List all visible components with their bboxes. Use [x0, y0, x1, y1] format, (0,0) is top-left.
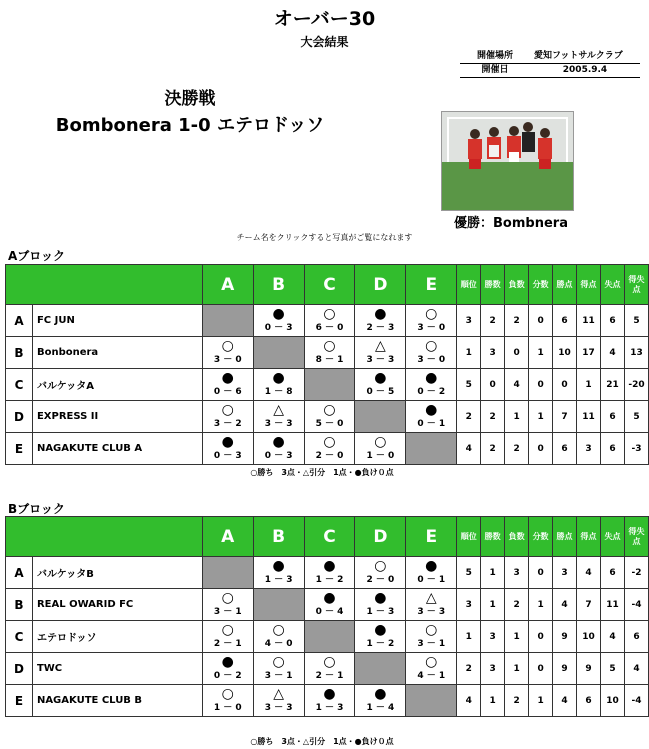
self-match-cell	[355, 653, 406, 685]
result-symbol: ●	[221, 370, 234, 386]
stat-cell: 0	[529, 305, 553, 337]
stat-cell: 4	[553, 685, 577, 717]
match-result-cell	[304, 305, 355, 337]
stat-cell: 11	[577, 401, 601, 433]
table-row	[6, 557, 649, 589]
date-value: 2005.9.4	[562, 65, 608, 75]
stat-cell: 6	[600, 433, 624, 465]
self-match-cell	[304, 621, 355, 653]
stat-cell: -3	[624, 433, 648, 465]
stat-cell: 1	[457, 337, 481, 369]
result-symbol: ●	[374, 590, 387, 606]
match-score: 2 － 3	[366, 323, 395, 333]
table-row	[6, 369, 649, 401]
stat-cell: 1	[505, 401, 529, 433]
stat-cell: 1	[529, 589, 553, 621]
match-result-cell	[355, 589, 406, 621]
col-header-points: 勝点	[553, 517, 577, 557]
stat-cell: 2	[457, 653, 481, 685]
team-name-link[interactable]: REAL OWARID FC	[32, 589, 202, 621]
match-score: 2 － 1	[315, 671, 344, 681]
self-match-cell	[253, 337, 304, 369]
venue-label: 開催場所	[476, 51, 513, 61]
col-header-a: A	[202, 517, 253, 557]
col-header-c: C	[304, 517, 355, 557]
result-symbol: ○	[374, 434, 387, 450]
result-symbol: ●	[374, 686, 387, 702]
table-row	[6, 305, 649, 337]
row-letter: E	[6, 433, 33, 465]
match-score: 3 － 3	[264, 703, 293, 713]
row-letter: D	[6, 653, 33, 685]
match-result-cell	[304, 589, 355, 621]
self-match-cell	[406, 433, 457, 465]
result-symbol: ●	[323, 686, 336, 702]
stat-cell: 1	[577, 369, 601, 401]
match-result-cell	[406, 589, 457, 621]
match-score: 1 － 0	[366, 451, 395, 461]
col-header-goal-diff: 得失点	[624, 265, 648, 305]
match-result-cell	[202, 653, 253, 685]
self-match-cell	[253, 589, 304, 621]
team-name-link[interactable]: TWC	[32, 653, 202, 685]
block-b-label: Bブロック	[8, 502, 65, 516]
match-score: 2 － 0	[366, 575, 395, 585]
row-letter: C	[6, 621, 33, 653]
match-result-cell	[406, 621, 457, 653]
date-row	[460, 64, 640, 78]
stat-cell: 0	[529, 557, 553, 589]
col-header-points: 勝点	[553, 265, 577, 305]
stat-cell: 2	[481, 433, 505, 465]
result-symbol: △	[273, 686, 284, 702]
team-name-link[interactable]: EXPRESS II	[32, 401, 202, 433]
team-name-link[interactable]: FC JUN	[32, 305, 202, 337]
match-score: 0 － 3	[213, 451, 242, 461]
self-match-cell	[355, 401, 406, 433]
result-symbol: ○	[374, 558, 387, 574]
page-subtitle: 大会結果	[300, 35, 349, 49]
final-score: Bombonera 1-0 エテロドッソ	[55, 115, 325, 136]
team-name-link[interactable]: NAGAKUTE CLUB A	[32, 433, 202, 465]
result-symbol: ●	[272, 434, 285, 450]
stat-cell: 5	[457, 369, 481, 401]
stat-cell: 2	[505, 433, 529, 465]
stat-cell: 3	[457, 305, 481, 337]
stat-cell: 2	[505, 305, 529, 337]
match-result-cell	[202, 369, 253, 401]
stat-cell: 1	[529, 401, 553, 433]
match-result-cell	[406, 369, 457, 401]
stat-cell: 2	[505, 685, 529, 717]
result-symbol: △	[425, 590, 437, 606]
match-result-cell	[304, 337, 355, 369]
stat-cell: 1	[529, 685, 553, 717]
stat-cell: 4	[457, 685, 481, 717]
date-label: 開催日	[481, 65, 509, 75]
col-header-c: C	[304, 265, 355, 305]
table-row	[6, 685, 649, 717]
col-header-draws: 分数	[529, 265, 553, 305]
stat-cell: 0	[529, 433, 553, 465]
result-symbol: ●	[272, 558, 285, 574]
match-result-cell	[406, 653, 457, 685]
stat-cell: 3	[577, 433, 601, 465]
stat-cell: 7	[553, 401, 577, 433]
stat-cell: 5	[624, 401, 648, 433]
venue-value: 愛知フットサルクラブ	[534, 51, 623, 61]
match-score: 1 － 2	[315, 575, 344, 585]
col-header-goal-diff: 得失点	[624, 517, 648, 557]
result-symbol: ●	[272, 370, 285, 386]
col-header-losses: 負数	[505, 517, 529, 557]
match-score: 5 － 0	[315, 419, 344, 429]
final-heading: 決勝戦	[164, 89, 216, 109]
match-score: 1 － 4	[366, 703, 395, 713]
match-result-cell	[253, 305, 304, 337]
result-symbol: ○	[323, 306, 336, 322]
stat-cell: 10	[577, 621, 601, 653]
stat-cell: 0	[505, 337, 529, 369]
stat-cell: -4	[624, 589, 648, 621]
stat-cell: 2	[457, 401, 481, 433]
match-score: 3 － 3	[417, 607, 446, 617]
result-symbol: ●	[425, 558, 438, 574]
block-b-legend: ○勝ち 3点・△引分 1点・●負け０点	[250, 737, 394, 746]
match-result-cell	[355, 685, 406, 717]
event-info	[460, 50, 640, 78]
match-score: 4 － 1	[417, 671, 446, 681]
stat-cell: 21	[600, 369, 624, 401]
stat-cell: 9	[553, 621, 577, 653]
stat-cell: 6	[553, 433, 577, 465]
match-score: 0 － 1	[417, 419, 446, 429]
match-result-cell	[355, 433, 406, 465]
stat-cell: 4	[457, 433, 481, 465]
stat-cell: 0	[529, 621, 553, 653]
col-header-draws: 分数	[529, 517, 553, 557]
result-symbol: ○	[425, 622, 438, 638]
stat-cell: 1	[481, 685, 505, 717]
stat-cell: 10	[600, 685, 624, 717]
self-match-cell	[202, 557, 253, 589]
block-a-table	[5, 264, 649, 465]
stat-cell: 2	[481, 401, 505, 433]
col-header-goals-for: 得点	[577, 265, 601, 305]
stat-cell: -20	[624, 369, 648, 401]
match-result-cell	[304, 685, 355, 717]
col-header-b: B	[253, 517, 304, 557]
stat-cell: 11	[600, 589, 624, 621]
stat-cell: 3	[505, 557, 529, 589]
row-letter: B	[6, 589, 33, 621]
col-header-goals-for: 得点	[577, 517, 601, 557]
stat-cell: 6	[600, 305, 624, 337]
stat-cell: 6	[577, 685, 601, 717]
table-row	[6, 621, 649, 653]
match-score: 0 － 5	[366, 387, 395, 397]
team-photo-illustration	[442, 112, 573, 210]
result-symbol: △	[273, 402, 284, 418]
table-row	[6, 653, 649, 685]
self-match-cell	[406, 685, 457, 717]
match-score: 0 － 2	[213, 671, 242, 681]
team-name-link[interactable]: エテロドッソ	[32, 621, 202, 653]
stat-cell: 6	[600, 401, 624, 433]
match-score: 0 － 4	[315, 607, 344, 617]
match-result-cell	[202, 337, 253, 369]
stat-cell: -4	[624, 685, 648, 717]
team-name-link[interactable]: NAGAKUTE CLUB B	[32, 685, 202, 717]
result-symbol: ●	[221, 654, 234, 670]
match-score: 2 － 1	[213, 639, 242, 649]
col-header-e: E	[406, 265, 457, 305]
match-score: 1 － 0	[213, 703, 242, 713]
match-result-cell	[406, 401, 457, 433]
match-result-cell	[355, 557, 406, 589]
col-header-wins: 勝数	[481, 265, 505, 305]
result-symbol: ○	[272, 622, 285, 638]
result-symbol: ●	[323, 558, 336, 574]
row-letter: D	[6, 401, 33, 433]
match-score: 3 － 1	[213, 607, 242, 617]
stat-cell: 4	[505, 369, 529, 401]
match-result-cell	[406, 337, 457, 369]
result-symbol: ○	[221, 402, 234, 418]
header-corner	[6, 265, 203, 305]
result-symbol: ○	[221, 686, 234, 702]
match-score: 0 － 3	[264, 451, 293, 461]
match-score: 0 － 3	[264, 323, 293, 333]
match-score: 3 － 0	[417, 355, 446, 365]
stat-cell: 6	[553, 305, 577, 337]
stat-cell: 10	[553, 337, 577, 369]
team-name-link[interactable]: Bonbonera	[32, 337, 202, 369]
stat-cell: 9	[553, 653, 577, 685]
match-score: 3 － 0	[417, 323, 446, 333]
stat-cell: 1	[481, 589, 505, 621]
stat-cell: 1	[481, 557, 505, 589]
result-symbol: ●	[221, 434, 234, 450]
match-score: 4 － 0	[264, 639, 293, 649]
col-header-goals-against: 失点	[600, 265, 624, 305]
table-row	[6, 337, 649, 369]
row-letter: C	[6, 369, 33, 401]
winner-team-photo[interactable]	[441, 111, 574, 211]
stat-cell: 0	[529, 653, 553, 685]
result-symbol: ●	[323, 590, 336, 606]
result-symbol: ○	[272, 654, 285, 670]
result-symbol: ●	[272, 306, 285, 322]
match-result-cell	[304, 433, 355, 465]
match-score: 3 － 1	[264, 671, 293, 681]
match-result-cell	[202, 401, 253, 433]
match-score: 2 － 0	[315, 451, 344, 461]
block-b-table	[5, 516, 649, 717]
match-result-cell	[253, 621, 304, 653]
match-result-cell	[253, 401, 304, 433]
stat-cell: 1	[529, 337, 553, 369]
match-score: 6 － 0	[315, 323, 344, 333]
row-letter: B	[6, 337, 33, 369]
result-symbol: ○	[425, 306, 438, 322]
match-score: 3 － 1	[417, 639, 446, 649]
team-name-link[interactable]: バルケッタA	[32, 369, 202, 401]
result-symbol: ○	[323, 402, 336, 418]
venue-row	[460, 50, 640, 64]
match-score: 1 － 3	[315, 703, 344, 713]
result-symbol: ○	[221, 590, 234, 606]
result-symbol: △	[375, 338, 386, 354]
stat-cell: 0	[529, 369, 553, 401]
result-symbol: ○	[425, 654, 438, 670]
col-header-goals-against: 失点	[600, 517, 624, 557]
table-row	[6, 433, 649, 465]
stat-cell: 2	[505, 589, 529, 621]
match-result-cell	[406, 557, 457, 589]
col-header-rank: 順位	[457, 265, 481, 305]
stat-cell: 0	[553, 369, 577, 401]
stat-cell: 1	[505, 653, 529, 685]
match-score: 3 － 3	[366, 355, 395, 365]
table-row	[6, 401, 649, 433]
page-title: オーバー30	[273, 8, 376, 30]
match-result-cell	[355, 621, 406, 653]
match-result-cell	[202, 433, 253, 465]
header-row	[6, 517, 649, 557]
row-letter: A	[6, 557, 33, 589]
stat-cell: 6	[624, 621, 648, 653]
match-result-cell	[253, 557, 304, 589]
match-result-cell	[406, 305, 457, 337]
match-result-cell	[253, 685, 304, 717]
col-header-e: E	[406, 517, 457, 557]
result-symbol: ●	[425, 370, 438, 386]
stat-cell: 1	[457, 621, 481, 653]
stat-cell: 7	[577, 589, 601, 621]
self-match-cell	[304, 369, 355, 401]
result-symbol: ●	[374, 306, 387, 322]
match-result-cell	[355, 369, 406, 401]
match-result-cell	[202, 621, 253, 653]
stat-cell: 1	[505, 621, 529, 653]
match-result-cell	[202, 685, 253, 717]
result-symbol: ○	[221, 338, 234, 354]
stat-cell: 3	[457, 589, 481, 621]
match-score: 3 － 3	[264, 419, 293, 429]
stat-cell: 4	[600, 621, 624, 653]
block-a-legend: ○勝ち 3点・△引分 1点・●負け０点	[250, 468, 394, 477]
stat-cell: 3	[553, 557, 577, 589]
match-result-cell	[304, 401, 355, 433]
stat-cell: -2	[624, 557, 648, 589]
stat-cell: 4	[624, 653, 648, 685]
stat-cell: 5	[624, 305, 648, 337]
header-row	[6, 265, 649, 305]
stat-cell: 9	[577, 653, 601, 685]
self-match-cell	[202, 305, 253, 337]
match-result-cell	[253, 369, 304, 401]
result-symbol: ○	[323, 434, 336, 450]
table-row	[6, 589, 649, 621]
click-instruction: チーム名をクリックすると写真がご覧になれます	[236, 233, 413, 242]
match-result-cell	[355, 337, 406, 369]
match-score: 3 － 0	[213, 355, 242, 365]
stat-cell: 4	[577, 557, 601, 589]
col-header-d: D	[355, 517, 406, 557]
stat-cell: 6	[600, 557, 624, 589]
col-header-losses: 負数	[505, 265, 529, 305]
col-header-rank: 順位	[457, 517, 481, 557]
match-score: 0 － 6	[213, 387, 242, 397]
header-corner	[6, 517, 203, 557]
match-score: 0 － 1	[417, 575, 446, 585]
match-result-cell	[304, 557, 355, 589]
match-result-cell	[304, 653, 355, 685]
match-score: 1 － 8	[264, 387, 293, 397]
stat-cell: 5	[457, 557, 481, 589]
stat-cell: 5	[600, 653, 624, 685]
stat-cell: 0	[481, 369, 505, 401]
match-score: 1 － 2	[366, 639, 395, 649]
match-score: 1 － 3	[264, 575, 293, 585]
match-result-cell	[202, 589, 253, 621]
stat-cell: 11	[577, 305, 601, 337]
col-header-a: A	[202, 265, 253, 305]
result-symbol: ●	[374, 370, 387, 386]
col-header-d: D	[355, 265, 406, 305]
stat-cell: 4	[553, 589, 577, 621]
result-symbol: ○	[323, 654, 336, 670]
stat-cell: 4	[600, 337, 624, 369]
row-letter: E	[6, 685, 33, 717]
team-name-link[interactable]: バルケッタB	[32, 557, 202, 589]
result-symbol: ○	[221, 622, 234, 638]
result-symbol: ●	[374, 622, 387, 638]
result-symbol: ○	[323, 338, 336, 354]
result-symbol: ○	[425, 338, 438, 354]
match-score: 8 － 1	[315, 355, 344, 365]
match-score: 0 － 2	[417, 387, 446, 397]
match-result-cell	[355, 305, 406, 337]
col-header-wins: 勝数	[481, 517, 505, 557]
block-a-label: Aブロック	[8, 249, 66, 263]
col-header-b: B	[253, 265, 304, 305]
stat-cell: 3	[481, 653, 505, 685]
stat-cell: 13	[624, 337, 648, 369]
stat-cell: 17	[577, 337, 601, 369]
winner-caption: 優勝：Bombnera	[454, 216, 568, 231]
stat-cell: 3	[481, 621, 505, 653]
match-result-cell	[253, 433, 304, 465]
stat-cell: 2	[481, 305, 505, 337]
match-score: 1 － 3	[366, 607, 395, 617]
match-result-cell	[253, 653, 304, 685]
result-symbol: ●	[425, 402, 438, 418]
stat-cell: 3	[481, 337, 505, 369]
match-score: 3 － 2	[213, 419, 242, 429]
row-letter: A	[6, 305, 33, 337]
